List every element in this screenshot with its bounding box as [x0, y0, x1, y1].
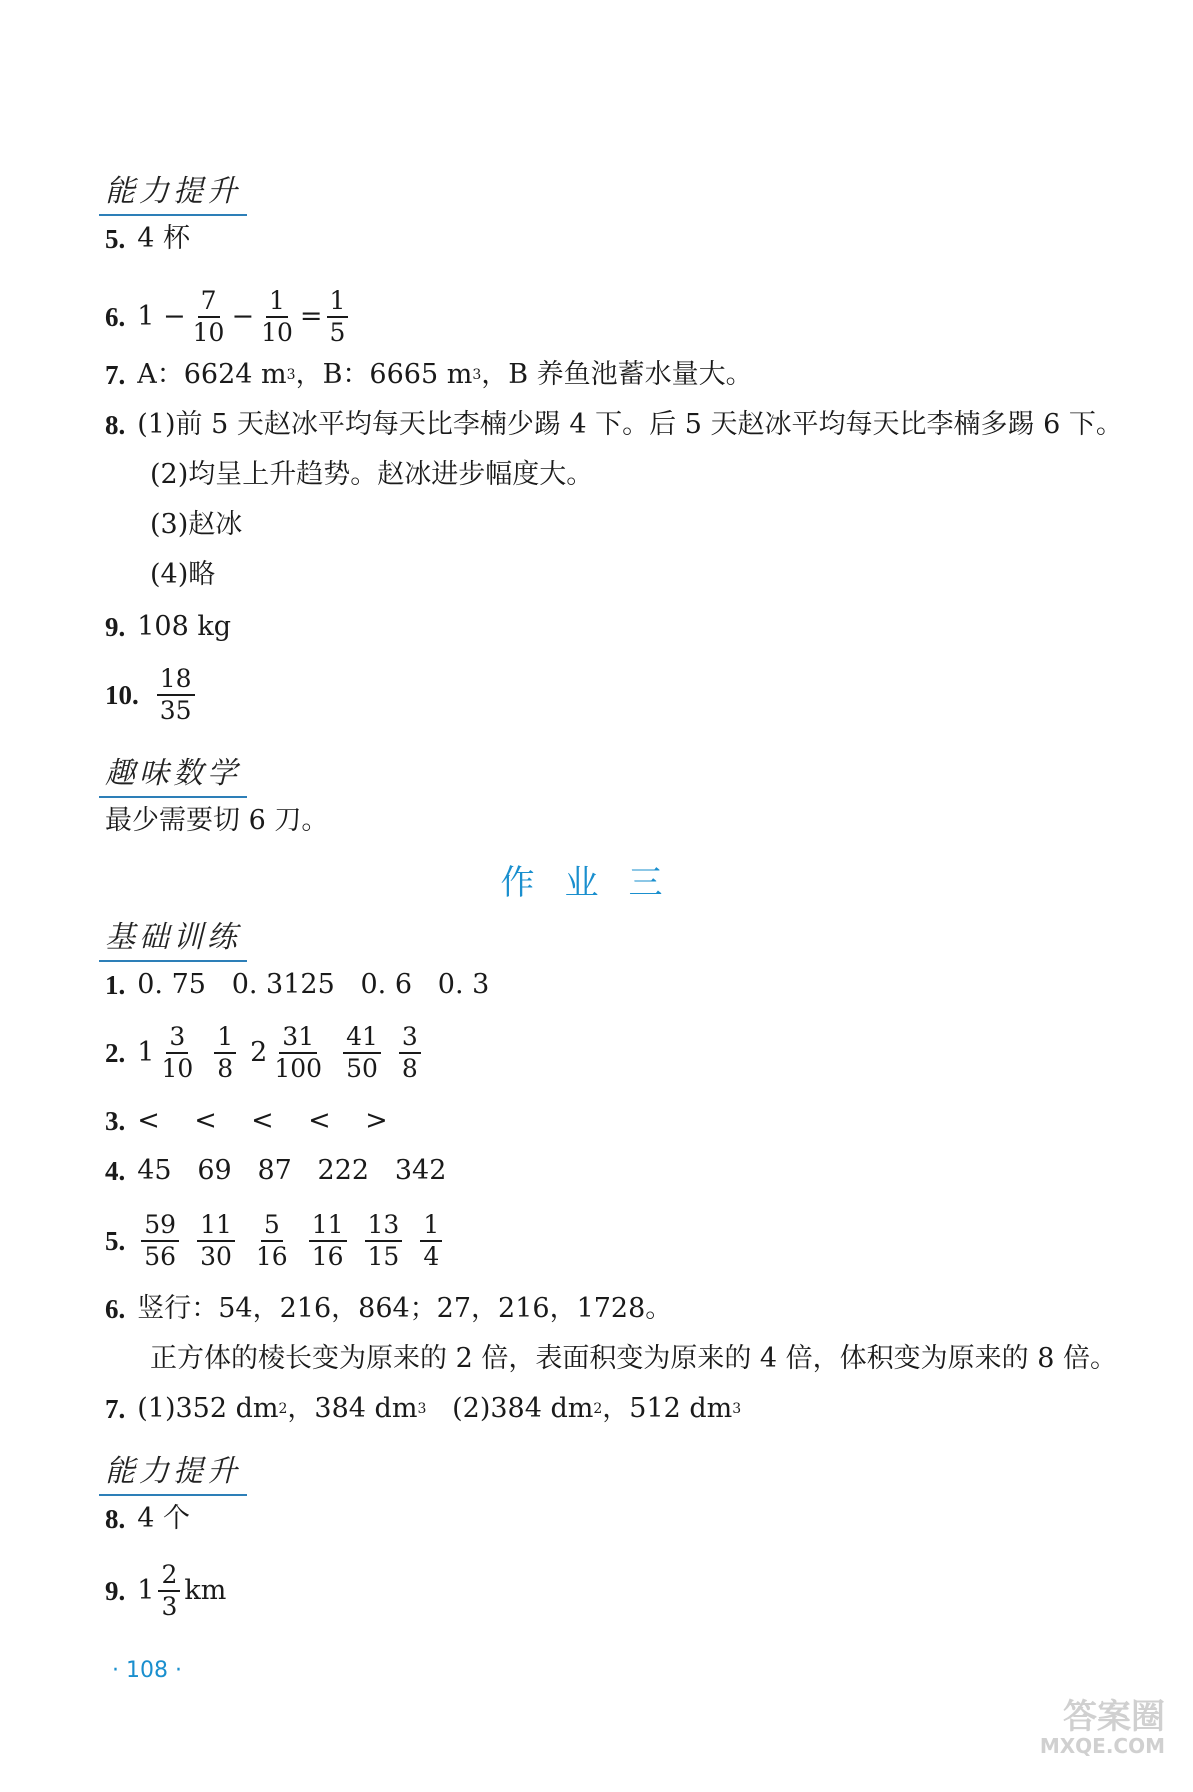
section-heading-ability-2 — [105, 1446, 241, 1490]
fraction — [365, 1210, 403, 1272]
denominator: 10 — [161, 1054, 194, 1083]
fun-math-answer — [105, 804, 328, 838]
fraction — [327, 286, 349, 348]
item-number: 2. — [105, 1038, 126, 1068]
answer-text: 最少需要切 6 刀。 — [105, 805, 329, 836]
item-number: 7. — [105, 1394, 126, 1424]
denominator: 56 — [144, 1242, 177, 1271]
whole-number: 1 — [137, 1575, 155, 1606]
denominator: 4 — [423, 1242, 440, 1271]
denominator: 5 — [329, 318, 346, 347]
denominator: 35 — [159, 696, 192, 725]
answer-2 — [105, 1022, 425, 1084]
numerator: 13 — [365, 1210, 403, 1242]
denominator: 3 — [161, 1592, 178, 1621]
answer-text: < < < < > — [137, 1105, 388, 1136]
heading-text: 能力提升 — [105, 174, 241, 209]
answer-8-part-4: (4)略 — [150, 559, 216, 590]
equals: = — [299, 301, 323, 332]
answer-text: ，B：6665 m — [295, 359, 473, 390]
numerator: 1 — [214, 1022, 236, 1054]
answer-10 — [105, 664, 199, 726]
answer-9-ability — [105, 1560, 226, 1622]
answer-8-ability — [105, 1502, 190, 1536]
fraction — [309, 1210, 347, 1272]
item-number: 4. — [105, 1156, 126, 1186]
item-number: 8. — [105, 1504, 126, 1534]
item-number: 9. — [105, 612, 126, 642]
section-heading-basic — [105, 912, 241, 956]
item-number: 8. — [105, 410, 126, 440]
denominator: 50 — [346, 1054, 378, 1083]
answer-text: ，B 养鱼池蓄水量大。 — [481, 359, 753, 390]
fraction — [420, 1210, 442, 1272]
denominator: 100 — [274, 1054, 323, 1083]
answer-text: (1)352 dm — [137, 1393, 279, 1424]
answer-text: (1)前 5 天赵冰平均每天比李楠少踢 4 下。后 5 天赵冰平均每天比李楠多踢 6 下。 — [137, 409, 1123, 440]
denominator: 10 — [192, 318, 225, 347]
numerator: 1 — [327, 286, 349, 318]
answer-text: (2)384 dm — [426, 1393, 594, 1424]
item-number: 1. — [105, 970, 126, 1000]
numerator: 5 — [261, 1210, 283, 1242]
answer-6 — [105, 286, 352, 348]
whole-number: 2 — [250, 1037, 268, 1068]
numerator: 3 — [166, 1022, 188, 1054]
heading-text: 基础训练 — [105, 920, 241, 955]
item-number: 6. — [105, 302, 126, 332]
answer-text: 108 kg — [137, 611, 232, 642]
denominator: 8 — [217, 1054, 234, 1083]
fraction — [197, 1210, 235, 1272]
heading-underline — [99, 1494, 247, 1496]
heading-underline — [99, 796, 247, 798]
watermark-line2: MXQE.COM — [1039, 1734, 1165, 1758]
answer-4 — [105, 1154, 446, 1188]
section-heading-fun-math — [105, 748, 241, 792]
answer-text: 0. 75 0. 3125 0. 6 0. 3 — [137, 969, 490, 1000]
item-number: 10. — [105, 680, 139, 710]
fraction — [271, 1022, 325, 1084]
answer-7-basic: 7. (1)352 dm 2 ，384 dm 3 (2)384 dm 2 ，512 dm 3 — [105, 1393, 742, 1424]
numerator: 18 — [157, 664, 195, 696]
denominator: 15 — [367, 1242, 400, 1271]
answer-8-part-2: (2)均呈上升趋势。赵冰进步幅度大。 — [150, 459, 594, 490]
answer-text: 45 69 87 222 342 — [137, 1155, 447, 1186]
item-number: 5. — [105, 224, 126, 254]
answer-text: 4 杯 — [137, 223, 191, 254]
fraction — [158, 1022, 196, 1084]
fraction — [399, 1022, 421, 1084]
fraction — [258, 286, 296, 348]
item-number: 6. — [105, 1294, 126, 1324]
denominator: 16 — [311, 1242, 344, 1271]
answer-text: ，384 dm — [287, 1393, 418, 1424]
numerator: 3 — [399, 1022, 421, 1054]
fraction — [343, 1022, 381, 1084]
numerator: 1 — [266, 286, 288, 318]
numerator: 7 — [198, 286, 220, 318]
numerator: 31 — [279, 1022, 317, 1054]
denominator: 8 — [401, 1054, 418, 1083]
heading-text: 趣味数学 — [105, 756, 241, 791]
answer-8-part-3: (3)赵冰 — [150, 509, 243, 540]
fraction — [141, 1210, 179, 1272]
answer-8 — [105, 408, 1123, 442]
answer-text: A：6624 m — [137, 359, 287, 390]
answer-9 — [105, 610, 231, 644]
answer-6-explanation: 正方体的棱长变为原来的 2 倍，表面积变为原来的 4 倍，体积变为原来的 8 倍。 — [150, 1343, 1118, 1374]
page-number: · 108 · — [112, 1658, 182, 1683]
whole-number: 1 — [137, 1037, 155, 1068]
denominator: 16 — [255, 1242, 288, 1271]
numerator: 11 — [197, 1210, 235, 1242]
expr-text: 1 − — [137, 301, 186, 332]
fraction — [157, 664, 195, 726]
fraction — [158, 1560, 180, 1622]
answer-text: ，512 dm — [602, 1393, 733, 1424]
operator: − — [231, 301, 255, 332]
item-number: 5. — [105, 1226, 126, 1256]
denominator: 30 — [200, 1242, 232, 1271]
unit: km — [184, 1575, 227, 1606]
numerator: 11 — [309, 1210, 347, 1242]
fraction — [190, 286, 228, 348]
answer-text: 4 个 — [137, 1503, 191, 1534]
answer-5 — [105, 222, 190, 256]
denominator: 10 — [261, 318, 293, 347]
watermark-line1: 答案圈 — [1063, 1697, 1165, 1737]
numerator: 59 — [141, 1210, 179, 1242]
fraction — [253, 1210, 291, 1272]
answer-5-basic — [105, 1210, 446, 1272]
section-heading-ability — [105, 166, 241, 210]
answer-7: 7. A：6624 m 3 ，B：6665 m 3 ，B 养鱼池蓄水量大。 — [105, 359, 753, 390]
item-number: 9. — [105, 1576, 126, 1606]
item-number: 3. — [105, 1106, 126, 1136]
item-number: 7. — [105, 360, 126, 390]
numerator: 41 — [343, 1022, 381, 1054]
numerator: 1 — [420, 1210, 442, 1242]
heading-underline — [99, 960, 247, 962]
assignment-title: 作业三 — [500, 863, 693, 903]
fraction — [214, 1022, 236, 1084]
answer-text: 竖行：54，216，864；27，216，1728。 — [137, 1293, 673, 1324]
answer-6-basic — [105, 1292, 672, 1326]
numerator: 2 — [158, 1560, 180, 1592]
answer-3 — [105, 1104, 388, 1138]
heading-text: 能力提升 — [105, 1454, 241, 1489]
answer-1 — [105, 968, 489, 1002]
heading-underline — [99, 214, 247, 216]
watermark — [1039, 1697, 1165, 1758]
